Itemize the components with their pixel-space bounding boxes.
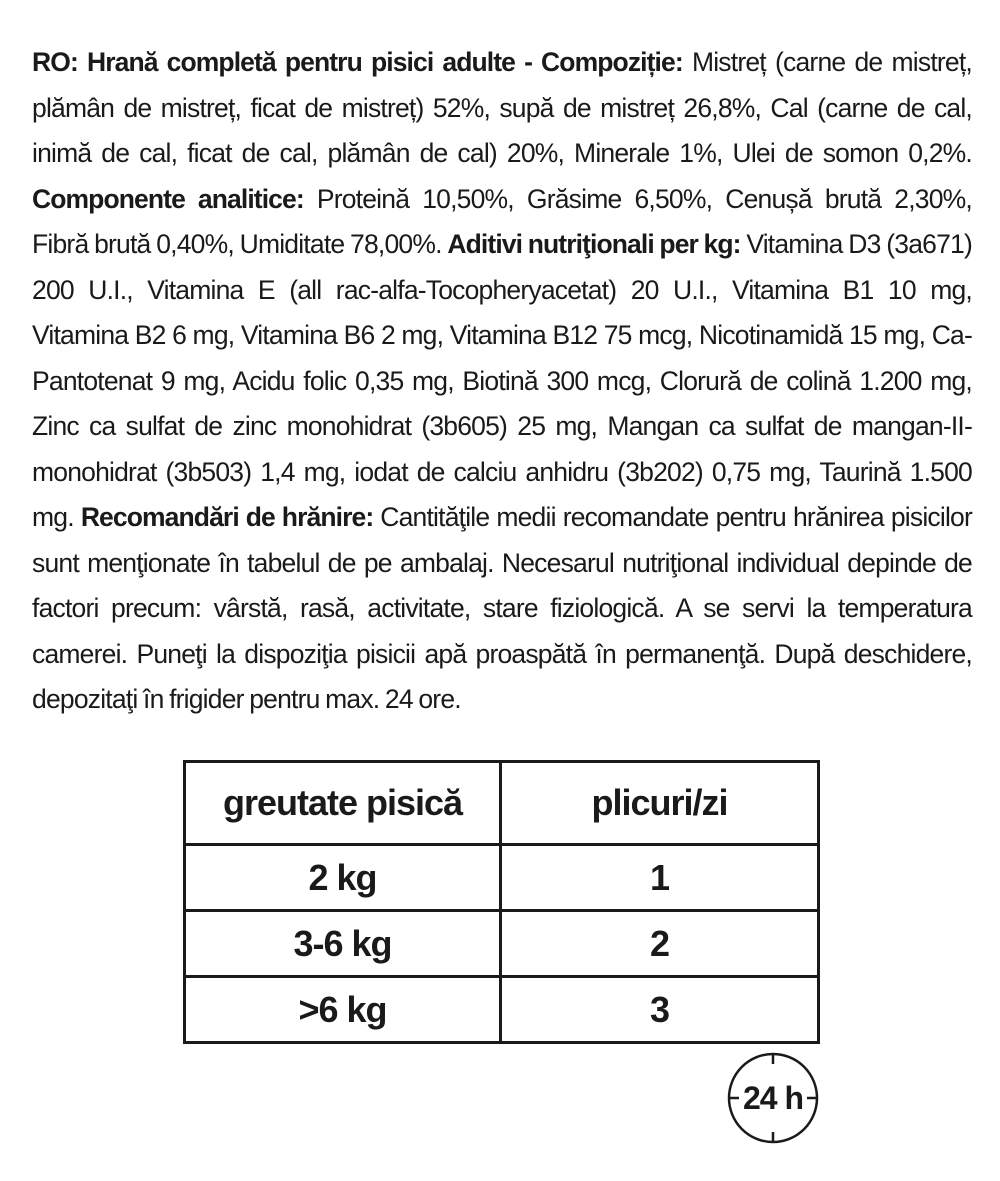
column-header-cat-weight: greutate pisică — [185, 762, 501, 845]
storage-time-label: 24 h — [742, 1079, 804, 1116]
composition-text: Mistreț (carne de mistreț, plămân de mistreț, ficat de mistreț) 52%, supă de mistreț 26,8%, Cal (carne de cal, inimă de cal, ficat de cal, plămân de cal) 20%, Minerale 1%, Ulei de somon 0,2%. — [32, 47, 972, 168]
table-row — [185, 845, 819, 911]
pouches-per-day-cell: 1 — [501, 845, 819, 911]
nutritional-additives-heading: Aditivi nutriţionali per kg: — [447, 229, 741, 259]
table-header-row — [185, 762, 819, 845]
feeding-recommendations-heading: Recomandări de hrănire: — [80, 502, 374, 532]
language-prefix: RO: — [32, 47, 87, 77]
feeding-recommendations-text: Cantităţile medii recomandate pentru hrănirea pisicilor sunt menţionate în tabelul de pe ambalaj. Necesarul nutriţional individual depinde de factori precum: vârstă, rasă, activitate, stare fiziologică. A se servi la temperatura camerei. Puneţi la dispoziţia pisicii apă proaspătă în permanenţă. După deschidere, depozitaţi în frigider pentru max. 24 ore. — [32, 502, 972, 714]
analytic-components-heading: Componente analitice: — [32, 183, 304, 214]
product-label-text — [32, 40, 972, 723]
composition-heading: Hrană completă pentru pisici adulte - Compoziție: — [86, 47, 683, 77]
table-row — [185, 977, 819, 1043]
analytic-components-text: Proteină 10,50%, Grăsime 6,50%, Cenușă brută 2,30%, Fibră brută 0,40%, Umiditate 78,00%. — [32, 183, 972, 259]
pouches-per-day-cell: 2 — [501, 911, 819, 977]
column-header-pouches-per-day: plicuri/zi — [501, 762, 819, 845]
pouches-per-day-cell: 3 — [501, 977, 819, 1043]
feeding-table — [183, 760, 820, 1044]
table-row — [185, 911, 819, 977]
nutritional-additives-text: Vitamina D3 (3a671) 200 U.I., Vitamina E (all rac-alfa-Tocopheryacetat) 20 U.I., Vitamina B1 10 mg, Vitamina B2 6 mg, Vitamina B6 2 mg, Vitamina B12 75 mcg, Nicotinamidă 15 mg, Ca-Pantotenat 9 mg, Acidu folic 0,35 mg, Biotină 300 mcg, Clorură de colină 1.200 mg, Zinc ca sulfat de zinc monohidrat (3b605) 25 mg, Mangan ca sulfat de mangan-II-monohidrat (3b503) 1,4 mg, iodat de calciu anhidru (3b202) 0,75 mg, Taurină 1.500 mg. — [32, 229, 972, 532]
cat-weight-cell: >6 kg — [185, 977, 501, 1043]
cat-weight-cell: 2 kg — [185, 845, 501, 911]
cat-weight-cell: 3-6 kg — [185, 911, 501, 977]
